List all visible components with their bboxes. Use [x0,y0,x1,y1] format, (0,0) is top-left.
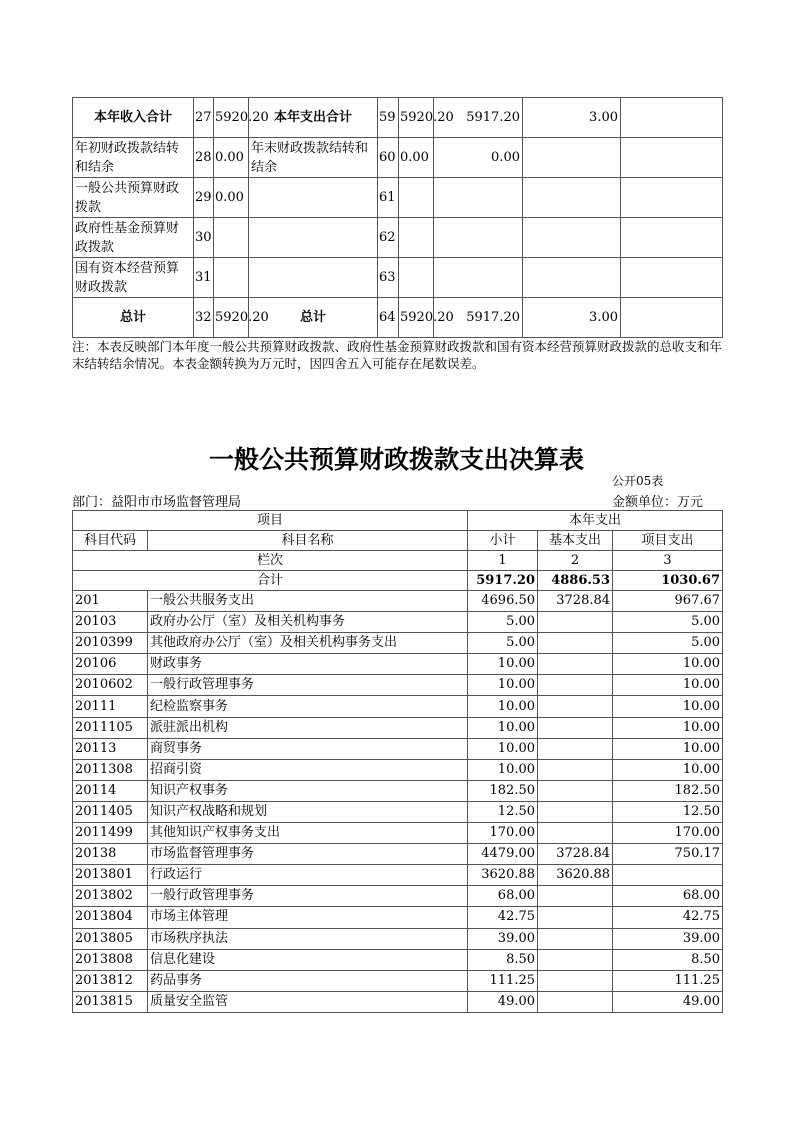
cell-basic [538,738,613,759]
cell-r-label: 年末财政拨款结转和结余 [249,138,378,178]
expenditure-table [72,510,723,1013]
cell-name: 商贸事务 [148,738,468,759]
summary-row [73,178,723,218]
cell-name: 药品事务 [148,970,468,991]
cell-name: 一般行政管理事务 [148,675,468,696]
cell-code: 20113 [73,738,148,759]
cell-code: 20111 [73,696,148,717]
col-index-1: 1 [468,551,538,571]
cell-c1 [434,258,523,298]
table-row [73,865,723,886]
cell-c2 [523,218,621,258]
table-row [73,612,723,633]
cell-l-no: 31 [194,258,214,298]
cell-basic [538,759,613,780]
cell-c3 [621,258,723,298]
cell-c3 [621,178,723,218]
cell-l-label: 国有资本经营预算财政拨款 [73,258,194,298]
cell-basic: 3620.88 [538,865,613,886]
cell-project: 10.00 [613,759,723,780]
cell-project: 42.75 [613,907,723,928]
header-code: 科目代码 [73,531,148,551]
cell-c3 [621,98,723,138]
header-current-year: 本年支出 [468,511,723,531]
cell-subtotal: 111.25 [468,970,538,991]
cell-r-val [399,218,434,258]
table-row [73,970,723,991]
cell-code: 2013815 [73,991,148,1012]
cell-project: 10.00 [613,696,723,717]
cell-code: 2013804 [73,907,148,928]
cell-c1: 5917.20 [434,298,523,338]
header-name: 科目名称 [148,531,468,551]
cell-r-val: 0.00 [399,138,434,178]
cell-project: 967.67 [613,591,723,612]
cell-l-label: 政府性基金预算财政拨款 [73,218,194,258]
cell-name: 派驻派出机构 [148,717,468,738]
cell-l-val [214,258,249,298]
income-expense-summary-table [72,97,723,338]
cell-c3 [621,298,723,338]
cell-code: 20103 [73,612,148,633]
cell-r-label [249,218,378,258]
cell-project: 10.00 [613,675,723,696]
cell-c1: 5917.20 [434,98,523,138]
cell-subtotal: 4479.00 [468,844,538,865]
cell-basic [538,991,613,1012]
total-project: 1030.67 [613,571,723,591]
header-row [73,531,723,551]
cell-project: 111.25 [613,970,723,991]
cell-subtotal: 5.00 [468,633,538,654]
cell-l-no: 32 [194,298,214,338]
cell-basic [538,717,613,738]
cell-l-label: 年初财政拨款结转和结余 [73,138,194,178]
table-row [73,759,723,780]
cell-subtotal: 10.00 [468,654,538,675]
cell-l-no: 30 [194,218,214,258]
cell-name: 质量安全监管 [148,991,468,1012]
cell-l-no: 29 [194,178,214,218]
cell-name: 其他知识产权事务支出 [148,823,468,844]
cell-code: 2013808 [73,949,148,970]
cell-l-val: 5920.20 [214,98,249,138]
cell-subtotal: 4696.50 [468,591,538,612]
cell-project: 750.17 [613,844,723,865]
total-label: 合计 [73,571,468,591]
cell-name: 市场秩序执法 [148,928,468,949]
summary-row [73,218,723,258]
cell-basic: 3728.84 [538,844,613,865]
cell-name: 其他政府办公厅（室）及相关机构事务支出 [148,633,468,654]
cell-basic [538,907,613,928]
cell-l-label: 本年收入合计 [73,98,194,138]
summary-row [73,258,723,298]
unit-label: 金额单位：万元 [612,495,704,510]
cell-project: 68.00 [613,886,723,907]
table-row [73,675,723,696]
cell-c2 [523,258,621,298]
cell-basic [538,675,613,696]
cell-subtotal: 42.75 [468,907,538,928]
header-item: 项目 [73,511,468,531]
cell-project: 182.50 [613,780,723,801]
cell-r-no: 59 [378,98,399,138]
cell-basic [538,612,613,633]
cell-name: 一般行政管理事务 [148,886,468,907]
col-index-2: 2 [538,551,613,571]
cell-l-no: 28 [194,138,214,178]
cell-r-val [399,178,434,218]
cell-code: 2013805 [73,928,148,949]
cell-project: 10.00 [613,738,723,759]
table-row [73,844,723,865]
cell-subtotal: 68.00 [468,886,538,907]
cell-r-no: 63 [378,258,399,298]
total-basic: 4886.53 [538,571,613,591]
cell-project: 12.50 [613,801,723,822]
table-row [73,717,723,738]
column-index-row [73,551,723,571]
cell-code: 2013801 [73,865,148,886]
cell-r-no: 64 [378,298,399,338]
cell-subtotal: 8.50 [468,949,538,970]
page-title: 一般公共预算财政拨款支出决算表 [208,445,584,474]
table-row [73,907,723,928]
table-row [73,696,723,717]
cell-c3 [621,218,723,258]
cell-name: 行政运行 [148,865,468,886]
cell-code: 20106 [73,654,148,675]
cell-r-label [249,178,378,218]
cell-subtotal: 10.00 [468,759,538,780]
cell-l-val [214,218,249,258]
total-row [73,571,723,591]
cell-r-label [249,258,378,298]
table-row [73,591,723,612]
header-row [73,511,723,531]
cell-basic [538,801,613,822]
cell-subtotal: 5.00 [468,612,538,633]
cell-code: 20138 [73,844,148,865]
cell-name: 信息化建设 [148,949,468,970]
cell-r-val [399,258,434,298]
cell-code: 2011308 [73,759,148,780]
cell-c3 [621,138,723,178]
table-row [73,949,723,970]
cell-r-label: 总计 [249,298,378,338]
cell-c1 [434,178,523,218]
cell-name: 知识产权事务 [148,780,468,801]
table-note: 注：本表反映部门本年度一般公共预算财政拨款、政府性基金预算财政拨款和国有资本经营预算财政拨款的总收支和年末结转结余情况。本表金额转换为万元时，因四舍五入可能存在尾数误差。 [72,339,723,371]
cell-code: 2011105 [73,717,148,738]
cell-name: 政府办公厅（室）及相关机构事务 [148,612,468,633]
cell-basic: 3728.84 [538,591,613,612]
cell-code: 2011499 [73,823,148,844]
cell-l-val: 0.00 [214,138,249,178]
cell-name: 知识产权战略和规划 [148,801,468,822]
summary-row [73,298,723,338]
cell-subtotal: 10.00 [468,696,538,717]
cell-r-no: 61 [378,178,399,218]
cell-basic [538,780,613,801]
cell-code: 2013802 [73,886,148,907]
cell-basic [538,696,613,717]
cell-l-label: 一般公共预算财政拨款 [73,178,194,218]
table-row [73,738,723,759]
cell-r-val: 5920.20 [399,98,434,138]
department-label: 部门：益阳市市场监督管理局 [72,495,242,510]
cell-project: 5.00 [613,633,723,654]
cell-subtotal: 170.00 [468,823,538,844]
cell-project: 8.50 [613,949,723,970]
cell-subtotal: 10.00 [468,738,538,759]
summary-row [73,138,723,178]
cell-r-label: 本年支出合计 [249,98,378,138]
cell-project: 10.00 [613,717,723,738]
table-row [73,823,723,844]
cell-c2: 3.00 [523,98,621,138]
cell-c2 [523,178,621,218]
cell-project: 39.00 [613,928,723,949]
cell-subtotal: 39.00 [468,928,538,949]
cell-code: 2010399 [73,633,148,654]
table-row [73,886,723,907]
cell-project: 49.00 [613,991,723,1012]
cell-c1 [434,218,523,258]
total-subtotal: 5917.20 [468,571,538,591]
cell-project: 170.00 [613,823,723,844]
cell-project [613,865,723,886]
table-row [73,991,723,1012]
cell-l-val: 0.00 [214,178,249,218]
cell-basic [538,633,613,654]
header-basic: 基本支出 [538,531,613,551]
cell-code: 2013812 [73,970,148,991]
cell-c2 [523,138,621,178]
cell-name: 一般公共服务支出 [148,591,468,612]
cell-r-no: 62 [378,218,399,258]
cell-name: 纪检监察事务 [148,696,468,717]
cell-subtotal: 3620.88 [468,865,538,886]
cell-r-val: 5920.20 [399,298,434,338]
table-row [73,928,723,949]
table-row [73,801,723,822]
cell-subtotal: 10.00 [468,675,538,696]
cell-l-label: 总计 [73,298,194,338]
summary-row [73,98,723,138]
cell-project: 10.00 [613,654,723,675]
cell-basic [538,949,613,970]
cell-subtotal: 49.00 [468,991,538,1012]
column-index-label: 栏次 [73,551,468,571]
cell-subtotal: 10.00 [468,717,538,738]
cell-c2: 3.00 [523,298,621,338]
cell-basic [538,823,613,844]
cell-name: 市场监督管理事务 [148,844,468,865]
cell-basic [538,886,613,907]
table-row [73,633,723,654]
cell-basic [538,654,613,675]
cell-r-no: 60 [378,138,399,178]
table-row [73,780,723,801]
header-project: 项目支出 [613,531,723,551]
cell-code: 2010602 [73,675,148,696]
cell-name: 市场主体管理 [148,907,468,928]
col-index-3: 3 [613,551,723,571]
cell-basic [538,970,613,991]
cell-code: 201 [73,591,148,612]
cell-c1: 0.00 [434,138,523,178]
cell-subtotal: 12.50 [468,801,538,822]
form-code: 公开05表 [612,474,664,488]
table-row [73,654,723,675]
cell-basic [538,928,613,949]
cell-subtotal: 182.50 [468,780,538,801]
header-subtotal: 小计 [468,531,538,551]
cell-project: 5.00 [613,612,723,633]
cell-code: 20114 [73,780,148,801]
cell-l-no: 27 [194,98,214,138]
cell-l-val: 5920.20 [214,298,249,338]
cell-code: 2011405 [73,801,148,822]
cell-name: 招商引资 [148,759,468,780]
cell-name: 财政事务 [148,654,468,675]
